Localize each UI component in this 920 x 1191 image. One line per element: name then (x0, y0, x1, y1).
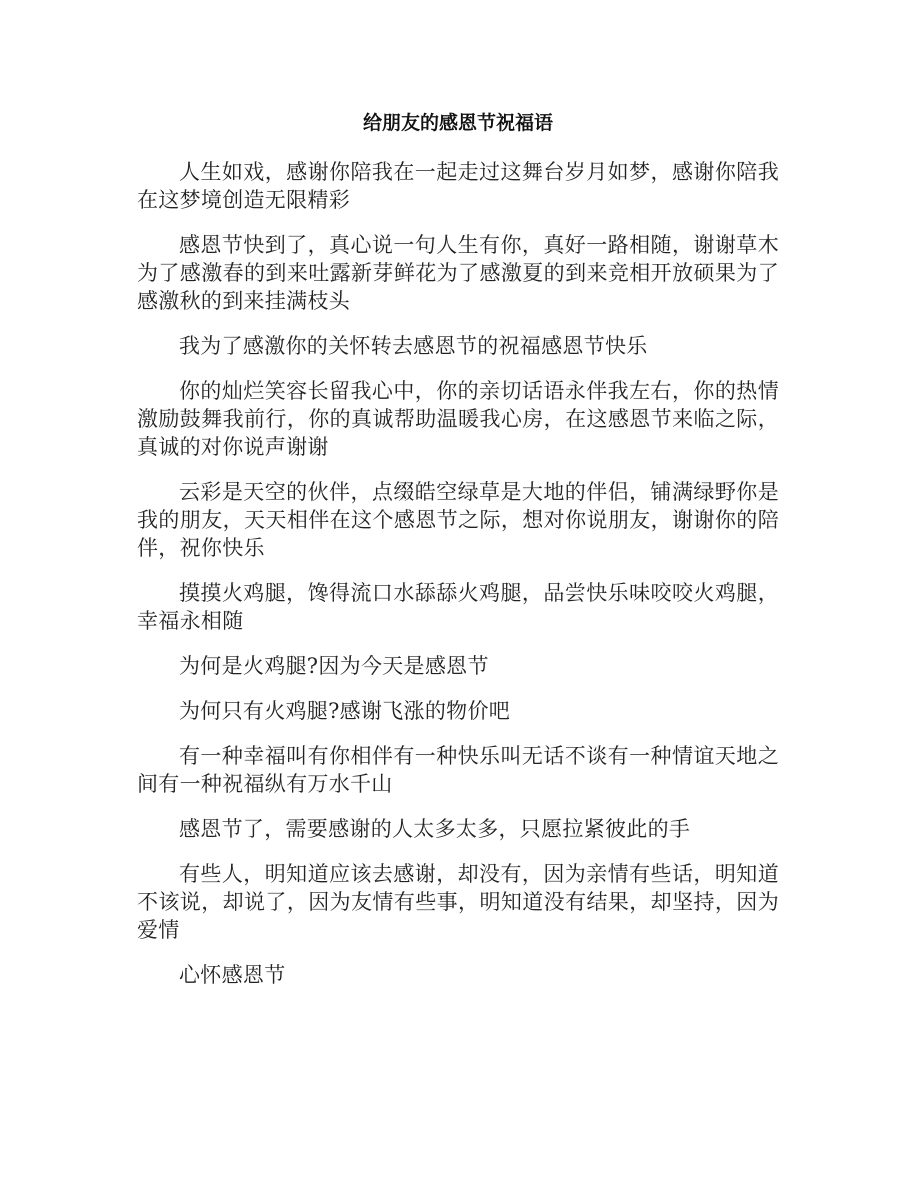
paragraph: 感恩节快到了，真心说一句人生有你，真好一路相随，谢谢草木为了感激春的到来吐露新芽鲜花为了感激夏的到来竞相开放硕果为了感激秋的到来挂满枝头 (137, 233, 779, 313)
paragraph: 云彩是天空的伙伴，点缀皓空绿草是大地的伴侣，铺满绿野你是我的朋友，天天相伴在这个感恩节之际，想对你说朋友，谢谢你的陪伴，祝你快乐 (137, 480, 779, 560)
paragraph: 感恩节了，需要感谢的人太多太多，只愿拉紧彼此的手 (179, 817, 691, 841)
paragraph: 摸摸火鸡腿，馋得流口水舔舔火鸡腿，品尝快乐味咬咬火鸡腿，幸福永相随 (137, 581, 779, 633)
paragraph: 心怀感恩节 (179, 963, 286, 987)
paragraph: 为何只有火鸡腿?感谢飞涨的物价吧 (179, 699, 511, 723)
paragraph: 为何是火鸡腿?因为今天是感恩节 (179, 654, 489, 678)
paragraph: 我为了感激你的关怀转去感恩节的祝福感恩节快乐 (179, 334, 648, 358)
paragraph: 人生如戏，感谢你陪我在一起走过这舞台岁月如梦，感谢你陪我在这梦境创造无限精彩 (137, 160, 779, 212)
paragraph: 你的灿烂笑容长留我心中，你的亲切话语永伴我左右，你的热情激励鼓舞我前行，你的真诚帮助温暖我心房，在这感恩节来临之际，真诚的对你说声谢谢 (137, 379, 779, 459)
paragraph: 有一种幸福叫有你相伴有一种快乐叫无话不谈有一种情谊天地之间有一种祝福纵有万水千山 (137, 744, 779, 796)
paragraph: 有些人，明知道应该去感谢，却没有，因为亲情有些话，明知道不该说，却说了，因为友情有些事，明知道没有结果，却坚持，因为爱情 (137, 862, 779, 942)
document-title: 给朋友的感恩节祝福语 (362, 112, 553, 134)
document-page (137, 110, 779, 1006)
